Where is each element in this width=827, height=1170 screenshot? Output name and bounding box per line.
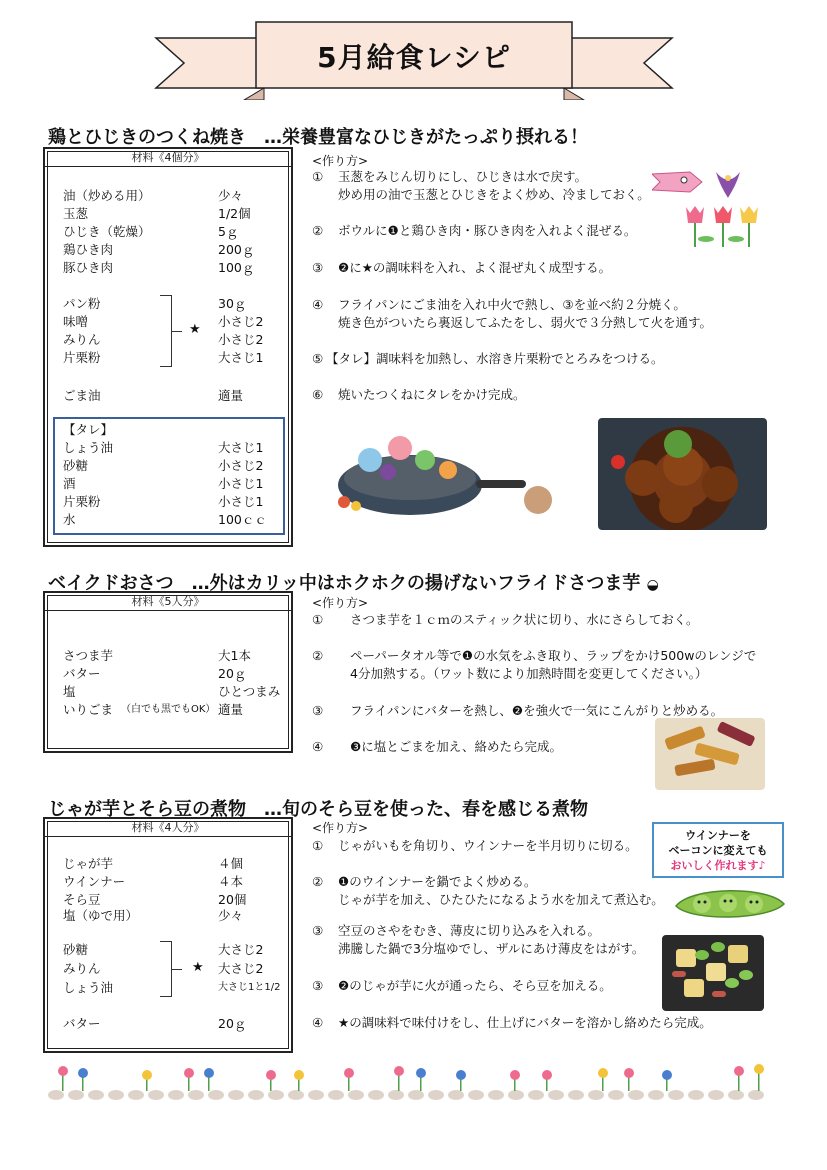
ingredients-header: 材料《4個分》 xyxy=(45,149,291,167)
tulips-illustration xyxy=(682,203,764,249)
method-label: <作り方> xyxy=(312,596,369,610)
recipe-2-ingredients-box: 材料《5人分》 さつま芋 大1本 バター 20ｇ 塩 ひとつまみ いりごま （白でも黒でもOK） 適量 xyxy=(43,591,293,753)
tsukune-photo xyxy=(598,418,767,530)
tare-label: 【タレ】 xyxy=(63,422,114,437)
recipe-3-title: じゃが芋とそら豆の煮物 …旬のそら豆を使った、春を感じる煮物 xyxy=(48,799,588,820)
tip-callout: ウインナーを ベーコンに変えても おいしく作れます♪ xyxy=(652,822,784,878)
ingredients-header: 材料《5人分》 xyxy=(45,593,291,611)
broad-bean-illustration xyxy=(672,884,788,924)
recipe-1-title: 鶏とひじきのつくね焼き …栄養豊富なひじきがたっぷり摂れる！ xyxy=(48,127,588,148)
star-bracket xyxy=(160,941,172,997)
flower-border-illustration xyxy=(48,1055,778,1103)
sweet-potato-photo xyxy=(655,718,765,790)
koinobori-illustration xyxy=(652,168,752,198)
page-title: 5月給食レシピ xyxy=(317,41,511,74)
ingredients-header: 材料《4人分》 xyxy=(45,819,291,837)
tare-box: 【タレ】 しょう油 大さじ1 砂糖 小さじ2 酒 小さじ1 片栗粉 小さじ1 水 100ｃｃ xyxy=(53,417,285,535)
recipe-1-ingredients-box: 材料《4個分》 油（炒める用） 少々 玉葱 1/2個 ひじき（乾燥） 5ｇ 鶏ひき肉 200ｇ 豚ひき肉 100ｇ パン粉 30ｇ 味噌 小さじ2 みりん 小さじ2 片栗粉 大さじ1 ごま油 適量 ★ 【タレ】 しょう油 大さじ1 砂糖 小さじ2 酒 小さじ1 片栗粉 小さじ1 水 100ｃｃ xyxy=(43,147,293,547)
star-bracket xyxy=(160,295,172,367)
star-mark: ★ xyxy=(192,960,204,975)
method-label: <作り方> xyxy=(312,154,369,168)
recipe-2-title: ベイクドおさつ …外はカリッ中はホクホクの揚げないフライドさつま芋 ◒ xyxy=(48,573,659,594)
potato-broad-bean-photo xyxy=(662,935,764,1011)
sweet-potato-icon: ◒ xyxy=(646,577,659,593)
frying-pan-illustration xyxy=(330,430,560,530)
method-label: <作り方> xyxy=(312,821,369,835)
star-mark: ★ xyxy=(189,322,201,337)
recipe-3-ingredients-box: 材料《4人分》 じゃが芋 ４個 ウインナー ４本 そら豆 20個 塩（ゆで用） 少々 砂糖 大さじ2 みりん 大さじ2 しょう油 大さじ1と1/2 バター 20ｇ ★ xyxy=(43,817,293,1053)
title-banner xyxy=(136,18,692,100)
